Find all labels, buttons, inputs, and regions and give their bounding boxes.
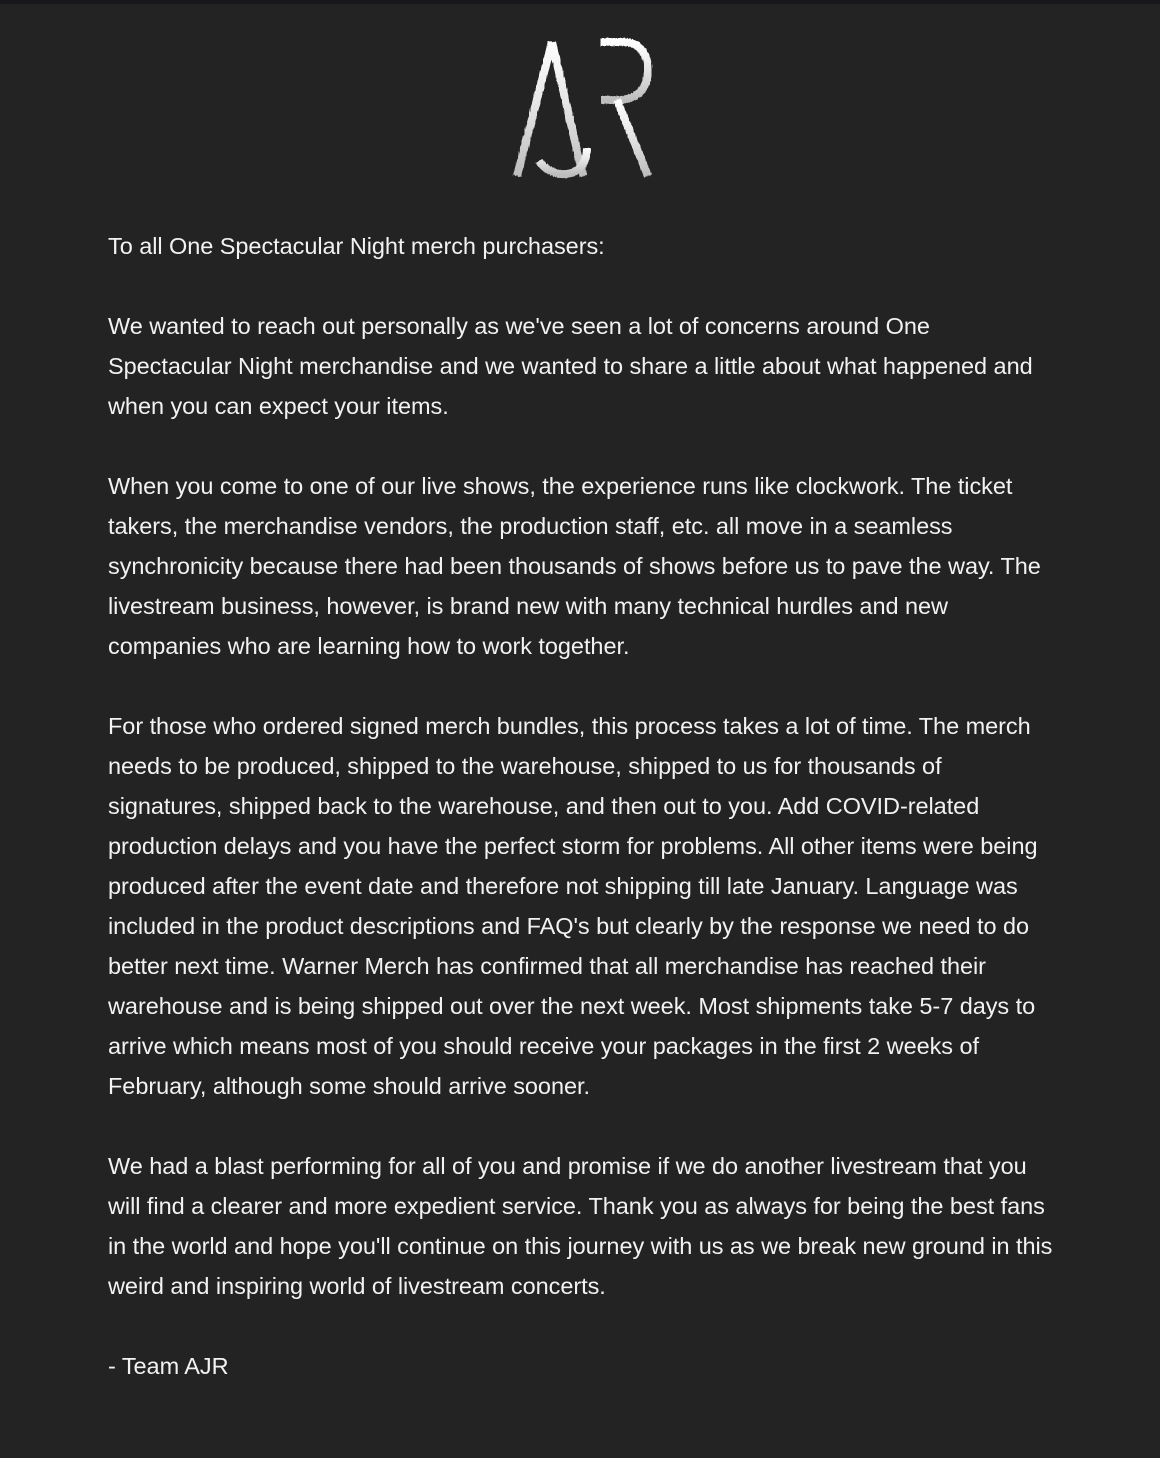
ajr-logo-icon xyxy=(505,30,655,182)
letter-signature: - Team AJR xyxy=(108,1353,229,1379)
ajr-logo xyxy=(0,30,1160,182)
letter-salutation: To all One Spectacular Night merch purchasers: xyxy=(108,233,605,259)
letter-body xyxy=(108,226,1059,1386)
letter-paragraph-1: We wanted to reach out personally as we've seen a lot of concerns around One Spectacular Night merchandise and we wanted to share a little about what happened and when you can expect your items. xyxy=(108,313,1040,419)
letter-paragraph-2: When you come to one of our live shows, the experience runs like clockwork. The ticket takers, the merchandise vendors, the production staff, etc. all move in a seamless synchronicity because there had been thousands of shows before us to pave the way. The livestream business, however, is brand new with many technical hurdles and new companies who are learning how to work together. xyxy=(108,473,1048,659)
letter-paragraph-4: We had a blast performing for all of you and promise if we do another livestream that you will find a clearer and more expedient service. Thank you as always for being the best fans in the world and hope you'll continue on this journey with us as we break new ground in this weird and inspiring world of livestream concerts. xyxy=(108,1153,1059,1299)
letter-paragraph-3: For those who ordered signed merch bundles, this process takes a lot of time. The merch needs to be produced, shipped to the warehouse, shipped to us for thousands of signatures, shipped back to the warehouse, and then out to you. Add COVID-related production delays and you have the perfect storm for problems. All other items were being produced after the event date and therefore not shipping till late January. Language was included in the product descriptions and FAQ's but clearly by the response we need to do better next time. Warner Merch has confirmed that all merchandise has reached their warehouse and is being shipped out over the next week. Most shipments take 5-7 days to arrive which means most of you should receive your packages in the first 2 weeks of February, although some should arrive sooner. xyxy=(108,713,1044,1099)
